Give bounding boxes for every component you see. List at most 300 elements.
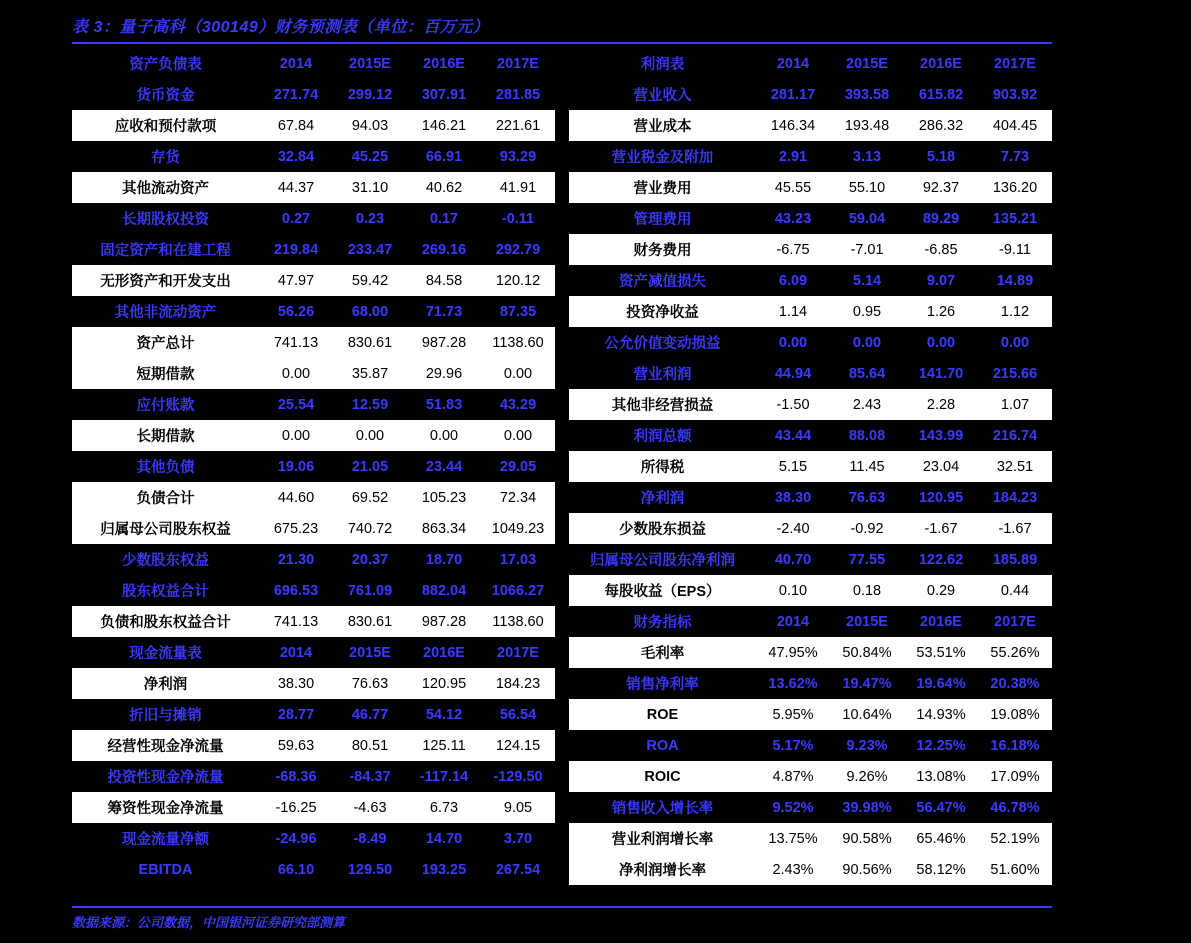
row-value: 69.52 — [333, 482, 407, 513]
row-label: 净利润 — [569, 482, 756, 513]
row-value: 44.94 — [756, 358, 830, 389]
row-value: -117.14 — [407, 761, 481, 792]
balance-sheet-table-grid — [72, 48, 555, 637]
row-value: 696.53 — [259, 575, 333, 606]
table-row — [72, 823, 555, 854]
row-label: 净利润增长率 — [569, 854, 756, 885]
row-value: 80.51 — [333, 730, 407, 761]
table-row — [72, 358, 555, 389]
row-value: 3.70 — [481, 823, 555, 854]
row-value: 13.08% — [904, 761, 978, 792]
row-value: 286.32 — [904, 110, 978, 141]
row-value: -16.25 — [259, 792, 333, 823]
row-value: 18.70 — [407, 544, 481, 575]
table-row — [569, 637, 1052, 668]
row-value: 51.60% — [978, 854, 1052, 885]
row-value: 761.09 — [333, 575, 407, 606]
row-label: 货币资金 — [72, 79, 259, 110]
row-value: 66.10 — [259, 854, 333, 885]
row-value: 129.50 — [333, 854, 407, 885]
row-value: 863.34 — [407, 513, 481, 544]
table-row — [72, 110, 555, 141]
table-header-row — [72, 48, 555, 79]
table-row — [72, 389, 555, 420]
row-value: 10.64% — [830, 699, 904, 730]
table-row — [569, 234, 1052, 265]
row-label: 其他流动资产 — [72, 172, 259, 203]
row-value: 65.46% — [904, 823, 978, 854]
column-header-year: 2015E — [846, 613, 888, 630]
row-value: 0.44 — [978, 575, 1052, 606]
row-label: 长期借款 — [72, 420, 259, 451]
row-value: 1.12 — [978, 296, 1052, 327]
table-row — [569, 513, 1052, 544]
row-label: 少数股东损益 — [569, 513, 756, 544]
row-value: 44.60 — [259, 482, 333, 513]
row-value: 20.37 — [333, 544, 407, 575]
row-value: 29.05 — [481, 451, 555, 482]
row-value: 56.54 — [481, 699, 555, 730]
row-value: 12.25% — [904, 730, 978, 761]
row-value: -0.11 — [481, 203, 555, 234]
row-value: 120.95 — [407, 668, 481, 699]
row-value: 5.15 — [756, 451, 830, 482]
column-header-year: 2016E — [920, 613, 962, 630]
table-row — [72, 79, 555, 110]
cash-flow-table — [72, 637, 555, 885]
row-value: -6.75 — [756, 234, 830, 265]
row-value: 0.00 — [756, 327, 830, 358]
row-value: 740.72 — [333, 513, 407, 544]
row-label: 营业费用 — [569, 172, 756, 203]
row-value: 124.15 — [481, 730, 555, 761]
row-value: 32.84 — [259, 141, 333, 172]
table-row — [569, 451, 1052, 482]
row-value: 0.00 — [830, 327, 904, 358]
column-header-year: 2017E — [497, 644, 539, 661]
table-row — [72, 606, 555, 637]
row-value: 120.95 — [904, 482, 978, 513]
table-row — [569, 544, 1052, 575]
row-label: ROE — [569, 699, 756, 730]
row-label: 应收和预付款项 — [72, 110, 259, 141]
row-label: 负债和股东权益合计 — [72, 606, 259, 637]
row-value: 43.44 — [756, 420, 830, 451]
row-value: -6.85 — [904, 234, 978, 265]
row-value: 882.04 — [407, 575, 481, 606]
row-value: 40.70 — [756, 544, 830, 575]
table-row — [72, 420, 555, 451]
bottom-divider — [72, 906, 1052, 908]
row-label: 无形资产和开发支出 — [72, 265, 259, 296]
row-value: 43.29 — [481, 389, 555, 420]
row-label: 归属母公司股东权益 — [72, 513, 259, 544]
row-value: 903.92 — [978, 79, 1052, 110]
row-value: 38.30 — [259, 668, 333, 699]
row-value: 46.78% — [978, 792, 1052, 823]
table-row — [569, 265, 1052, 296]
table-row — [72, 141, 555, 172]
table-row — [72, 482, 555, 513]
row-value: 9.26% — [830, 761, 904, 792]
row-value: 21.30 — [259, 544, 333, 575]
row-value: 58.12% — [904, 854, 978, 885]
row-value: 233.47 — [333, 234, 407, 265]
row-value: -0.92 — [830, 513, 904, 544]
row-value: -129.50 — [481, 761, 555, 792]
row-value: 185.89 — [978, 544, 1052, 575]
row-value: 59.63 — [259, 730, 333, 761]
row-label: 营业税金及附加 — [569, 141, 756, 172]
row-value: 51.83 — [407, 389, 481, 420]
row-value: 56.47% — [904, 792, 978, 823]
row-value: 90.58% — [830, 823, 904, 854]
row-value: 89.29 — [904, 203, 978, 234]
row-value: 43.23 — [756, 203, 830, 234]
income-statement-table-grid — [569, 48, 1052, 606]
row-label: 固定资产和在建工程 — [72, 234, 259, 265]
row-label: 其他负债 — [72, 451, 259, 482]
row-value: 0.00 — [904, 327, 978, 358]
column-header-year: 2017E — [994, 613, 1036, 630]
row-value: 59.04 — [830, 203, 904, 234]
table-row — [72, 265, 555, 296]
row-value: 71.73 — [407, 296, 481, 327]
row-value: 830.61 — [333, 606, 407, 637]
row-value: 0.00 — [259, 358, 333, 389]
row-value: 292.79 — [481, 234, 555, 265]
row-label: 折旧与摊销 — [72, 699, 259, 730]
balance-sheet-table — [72, 48, 555, 637]
row-value: 55.10 — [830, 172, 904, 203]
row-value: 44.37 — [259, 172, 333, 203]
row-value: 9.23% — [830, 730, 904, 761]
row-value: 281.85 — [481, 79, 555, 110]
row-value: 14.89 — [978, 265, 1052, 296]
row-label: 长期股权投资 — [72, 203, 259, 234]
row-value: 219.84 — [259, 234, 333, 265]
table-row — [569, 141, 1052, 172]
row-value: 88.08 — [830, 420, 904, 451]
row-value: 40.62 — [407, 172, 481, 203]
row-value: 221.61 — [481, 110, 555, 141]
row-value: -4.63 — [333, 792, 407, 823]
row-value: 0.27 — [259, 203, 333, 234]
row-value: 1138.60 — [481, 606, 555, 637]
row-value: 25.54 — [259, 389, 333, 420]
row-value: 120.12 — [481, 265, 555, 296]
row-value: 105.23 — [407, 482, 481, 513]
income-statement-table — [569, 48, 1052, 606]
row-value: 135.21 — [978, 203, 1052, 234]
row-value: 19.08% — [978, 699, 1052, 730]
table-row — [569, 420, 1052, 451]
row-value: 72.34 — [481, 482, 555, 513]
data-source-note: 数据来源：公司数据，中国银河证券研究部测算 — [72, 915, 346, 930]
row-value: -9.11 — [978, 234, 1052, 265]
row-value: 35.87 — [333, 358, 407, 389]
table-row — [569, 699, 1052, 730]
row-label: 应付账款 — [72, 389, 259, 420]
row-label: 其他非流动资产 — [72, 296, 259, 327]
row-value: 193.25 — [407, 854, 481, 885]
row-value: 307.91 — [407, 79, 481, 110]
row-value: 5.17% — [756, 730, 830, 761]
row-value: 3.13 — [830, 141, 904, 172]
row-value: 76.63 — [333, 668, 407, 699]
row-value: 55.26% — [978, 637, 1052, 668]
row-value: 46.77 — [333, 699, 407, 730]
row-value: 267.54 — [481, 854, 555, 885]
row-value: 41.91 — [481, 172, 555, 203]
row-value: 50.84% — [830, 637, 904, 668]
table-row — [569, 389, 1052, 420]
row-value: 45.25 — [333, 141, 407, 172]
row-value: 16.18% — [978, 730, 1052, 761]
row-value: -7.01 — [830, 234, 904, 265]
row-value: 76.63 — [830, 482, 904, 513]
table-row — [569, 854, 1052, 885]
row-value: 9.52% — [756, 792, 830, 823]
table-row — [72, 668, 555, 699]
row-value: 92.37 — [904, 172, 978, 203]
table-row — [569, 792, 1052, 823]
table-header-row — [569, 606, 1052, 637]
row-value: 143.99 — [904, 420, 978, 451]
row-value: 13.62% — [756, 668, 830, 699]
row-label: 利润总额 — [569, 420, 756, 451]
cash-flow-table-grid — [72, 637, 555, 885]
row-value: 31.10 — [333, 172, 407, 203]
row-value: 2.43% — [756, 854, 830, 885]
row-value: 20.38% — [978, 668, 1052, 699]
top-divider — [72, 42, 1052, 44]
row-label: 毛利率 — [569, 637, 756, 668]
row-value: 84.58 — [407, 265, 481, 296]
row-label: 现金流量净额 — [72, 823, 259, 854]
row-value: 19.47% — [830, 668, 904, 699]
row-value: 68.00 — [333, 296, 407, 327]
row-value: 6.73 — [407, 792, 481, 823]
row-value: 39.98% — [830, 792, 904, 823]
row-value: 14.93% — [904, 699, 978, 730]
table-row — [72, 327, 555, 358]
row-value: -1.67 — [978, 513, 1052, 544]
table-row — [72, 451, 555, 482]
left-column — [72, 48, 555, 885]
row-value: 146.21 — [407, 110, 481, 141]
row-label: ROIC — [569, 761, 756, 792]
row-value: 67.84 — [259, 110, 333, 141]
row-label: EBITDA — [72, 854, 259, 885]
table-row — [72, 513, 555, 544]
row-label: 经营性现金净流量 — [72, 730, 259, 761]
row-value: 0.00 — [259, 420, 333, 451]
column-header-year: 2015E — [349, 55, 391, 72]
table-row — [569, 110, 1052, 141]
table-header-row — [569, 48, 1052, 79]
column-header-name: 利润表 — [640, 57, 685, 73]
row-value: 6.09 — [756, 265, 830, 296]
row-value: 14.70 — [407, 823, 481, 854]
row-value: 299.12 — [333, 79, 407, 110]
row-value: -8.49 — [333, 823, 407, 854]
table-row — [569, 482, 1052, 513]
row-value: 5.18 — [904, 141, 978, 172]
row-value: 0.18 — [830, 575, 904, 606]
row-label: 营业利润增长率 — [569, 823, 756, 854]
table-row — [72, 699, 555, 730]
row-value: -1.50 — [756, 389, 830, 420]
column-header-year: 2015E — [349, 644, 391, 661]
row-value: 13.75% — [756, 823, 830, 854]
row-value: 53.51% — [904, 637, 978, 668]
row-value: -84.37 — [333, 761, 407, 792]
row-value: 0.00 — [333, 420, 407, 451]
row-value: 741.13 — [259, 327, 333, 358]
table-row — [72, 761, 555, 792]
row-label: 营业收入 — [569, 79, 756, 110]
row-value: 1.26 — [904, 296, 978, 327]
row-value: 830.61 — [333, 327, 407, 358]
row-value: 2.28 — [904, 389, 978, 420]
right-column — [569, 48, 1052, 885]
row-value: 19.64% — [904, 668, 978, 699]
row-value: 11.45 — [830, 451, 904, 482]
table-row — [569, 203, 1052, 234]
row-value: 741.13 — [259, 606, 333, 637]
row-value: 122.62 — [904, 544, 978, 575]
row-value: 29.96 — [407, 358, 481, 389]
row-value: 0.17 — [407, 203, 481, 234]
row-value: 2.43 — [830, 389, 904, 420]
row-value: 19.06 — [259, 451, 333, 482]
row-value: 1049.23 — [481, 513, 555, 544]
table-header-row — [72, 637, 555, 668]
row-label: 每股收益（EPS） — [569, 575, 756, 606]
table-row — [72, 544, 555, 575]
row-label: 销售收入增长率 — [569, 792, 756, 823]
table-row — [569, 668, 1052, 699]
row-value: 52.19% — [978, 823, 1052, 854]
row-value: 28.77 — [259, 699, 333, 730]
row-value: 0.00 — [978, 327, 1052, 358]
row-label: ROA — [569, 730, 756, 761]
table-row — [569, 79, 1052, 110]
table-row — [569, 823, 1052, 854]
column-header-year: 2015E — [846, 55, 888, 72]
financial-ratios-table-grid — [569, 606, 1052, 885]
column-header-year: 2014 — [776, 613, 810, 630]
row-value: 77.55 — [830, 544, 904, 575]
row-value: 47.95% — [756, 637, 830, 668]
row-value: 184.23 — [978, 482, 1052, 513]
row-value: 0.95 — [830, 296, 904, 327]
row-value: 23.04 — [904, 451, 978, 482]
column-header-year: 2017E — [497, 55, 539, 72]
row-label: 负债合计 — [72, 482, 259, 513]
row-value: 136.20 — [978, 172, 1052, 203]
row-value: 1066.27 — [481, 575, 555, 606]
row-value: 12.59 — [333, 389, 407, 420]
column-header-name: 财务指标 — [633, 615, 692, 631]
table-row — [569, 296, 1052, 327]
table-row — [569, 358, 1052, 389]
row-value: 94.03 — [333, 110, 407, 141]
column-header-year: 2014 — [776, 55, 810, 72]
row-label: 资产减值损失 — [569, 265, 756, 296]
table-row — [72, 575, 555, 606]
table-row — [569, 327, 1052, 358]
row-value: 7.73 — [978, 141, 1052, 172]
row-value: 1.07 — [978, 389, 1052, 420]
row-label: 其他非经营损益 — [569, 389, 756, 420]
row-value: 0.00 — [481, 420, 555, 451]
row-value: 54.12 — [407, 699, 481, 730]
row-value: 59.42 — [333, 265, 407, 296]
row-value: 987.28 — [407, 606, 481, 637]
financial-ratios-table — [569, 606, 1052, 885]
row-value: 17.03 — [481, 544, 555, 575]
row-label: 营业利润 — [569, 358, 756, 389]
row-value: 45.55 — [756, 172, 830, 203]
row-value: -1.67 — [904, 513, 978, 544]
row-value: 2.91 — [756, 141, 830, 172]
row-value: 0.29 — [904, 575, 978, 606]
row-label: 销售净利率 — [569, 668, 756, 699]
row-value: 193.48 — [830, 110, 904, 141]
row-value: 23.44 — [407, 451, 481, 482]
row-value: 17.09% — [978, 761, 1052, 792]
row-value: -68.36 — [259, 761, 333, 792]
row-label: 资产总计 — [72, 327, 259, 358]
table-row — [569, 761, 1052, 792]
row-value: 987.28 — [407, 327, 481, 358]
row-value: 125.11 — [407, 730, 481, 761]
column-header-name: 资产负债表 — [129, 57, 202, 73]
row-label: 公允价值变动损益 — [569, 327, 756, 358]
row-value: 5.14 — [830, 265, 904, 296]
column-header-year: 2016E — [423, 644, 465, 661]
row-value: 216.74 — [978, 420, 1052, 451]
table-row — [569, 172, 1052, 203]
row-label: 筹资性现金净流量 — [72, 792, 259, 823]
row-label: 短期借款 — [72, 358, 259, 389]
row-label: 归属母公司股东净利润 — [569, 544, 756, 575]
row-value: 47.97 — [259, 265, 333, 296]
table-row — [569, 730, 1052, 761]
row-value: 1138.60 — [481, 327, 555, 358]
row-value: 271.74 — [259, 79, 333, 110]
row-value: 675.23 — [259, 513, 333, 544]
row-value: 21.05 — [333, 451, 407, 482]
row-value: 4.87% — [756, 761, 830, 792]
table-row — [72, 792, 555, 823]
row-value: 56.26 — [259, 296, 333, 327]
row-value: -2.40 — [756, 513, 830, 544]
table-row — [72, 172, 555, 203]
row-label: 投资性现金净流量 — [72, 761, 259, 792]
row-value: 66.91 — [407, 141, 481, 172]
row-value: 0.00 — [481, 358, 555, 389]
row-value: 393.58 — [830, 79, 904, 110]
row-value: 0.00 — [407, 420, 481, 451]
row-value: 615.82 — [904, 79, 978, 110]
table-row — [72, 234, 555, 265]
table-row — [569, 575, 1052, 606]
row-value: 184.23 — [481, 668, 555, 699]
row-label: 存货 — [72, 141, 259, 172]
